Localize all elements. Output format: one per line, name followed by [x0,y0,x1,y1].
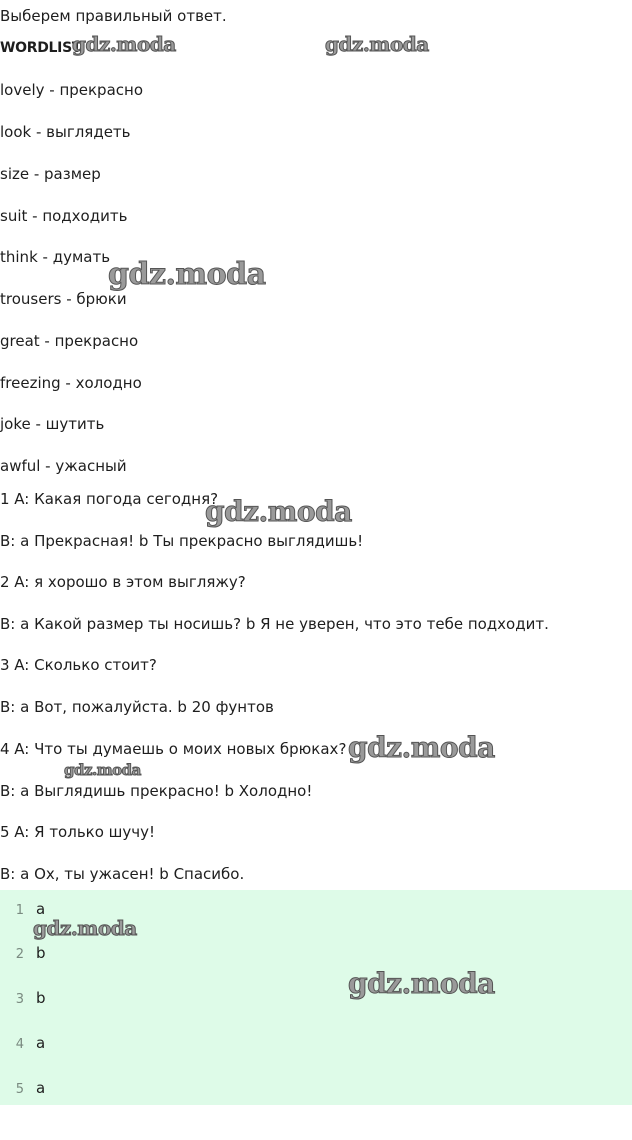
instruction-text: Выберем правильный ответ. [0,7,227,25]
answer-number: 4 [15,1037,24,1052]
answers-panel [0,890,632,1105]
answer-row [0,1033,45,1055]
watermark-logo: gdz.moda [325,32,429,56]
wordlist-item: lovely - прекрасно [0,81,144,99]
dialogue-line: B: a Выглядишь прекрасно! b Холодно! [0,782,313,800]
watermark-logo: gdz.moda [64,761,141,779]
dialogue-line: B: a Прекрасная! b Ты прекрасно выглядишь! [0,532,364,550]
dialogue-line: B: a Какой размер ты носишь? b Я не уверен, что это тебе подходит. [0,615,549,633]
answer-number: 3 [15,992,24,1007]
wordlist-item: think - думать [0,248,111,266]
wordlist-item: size - размер [0,165,101,183]
wordlist-label: WORDLIST: [0,40,86,56]
watermark-logo: gdz.moda [205,495,352,528]
answer-number: 5 [15,1082,24,1097]
dialogue-line: 4 A: Что ты думаешь о моих новых брюках? [0,740,347,758]
dialogue-line: B: a Ох, ты ужасен! b Спасибо. [0,865,245,883]
dialogue-line: B: a Вот, пожалуйста. b 20 фунтов [0,698,274,716]
answer-value: a [36,1079,46,1097]
answer-number: 1 [15,903,24,918]
answer-row [0,943,46,965]
answer-number: 2 [15,947,24,962]
answer-value: b [36,944,46,962]
wordlist-item: look - выглядеть [0,123,131,141]
watermark-logo: gdz.moda [348,731,495,764]
dialogue-line: 1 A: Какая погода сегодня? [0,490,219,508]
dialogue-line: 5 A: Я только шучу! [0,823,156,841]
answer-row [0,1078,45,1100]
wordlist-item: joke - шутить [0,415,105,433]
wordlist-item: freezing - холодно [0,374,142,392]
watermark-logo: gdz.moda [108,257,266,292]
wordlist-item: suit - подходить [0,207,128,225]
watermark-logo: gdz.moda [348,967,495,1000]
watermark-logo: gdz.moda [72,32,176,56]
dialogue-line: 2 A: я хорошо в этом выгляжу? [0,573,246,591]
wordlist-item: trousers - брюки [0,290,127,308]
answer-value: a [36,1034,46,1052]
answer-value: a [36,900,46,918]
dialogue-line: 3 A: Сколько стоит? [0,656,157,674]
answer-row [0,899,45,921]
wordlist-item: awful - ужасный [0,457,127,475]
answer-value: b [36,989,46,1007]
answer-row [0,988,46,1010]
wordlist-item: great - прекрасно [0,332,139,350]
watermark-logo: gdz.moda [33,916,137,940]
